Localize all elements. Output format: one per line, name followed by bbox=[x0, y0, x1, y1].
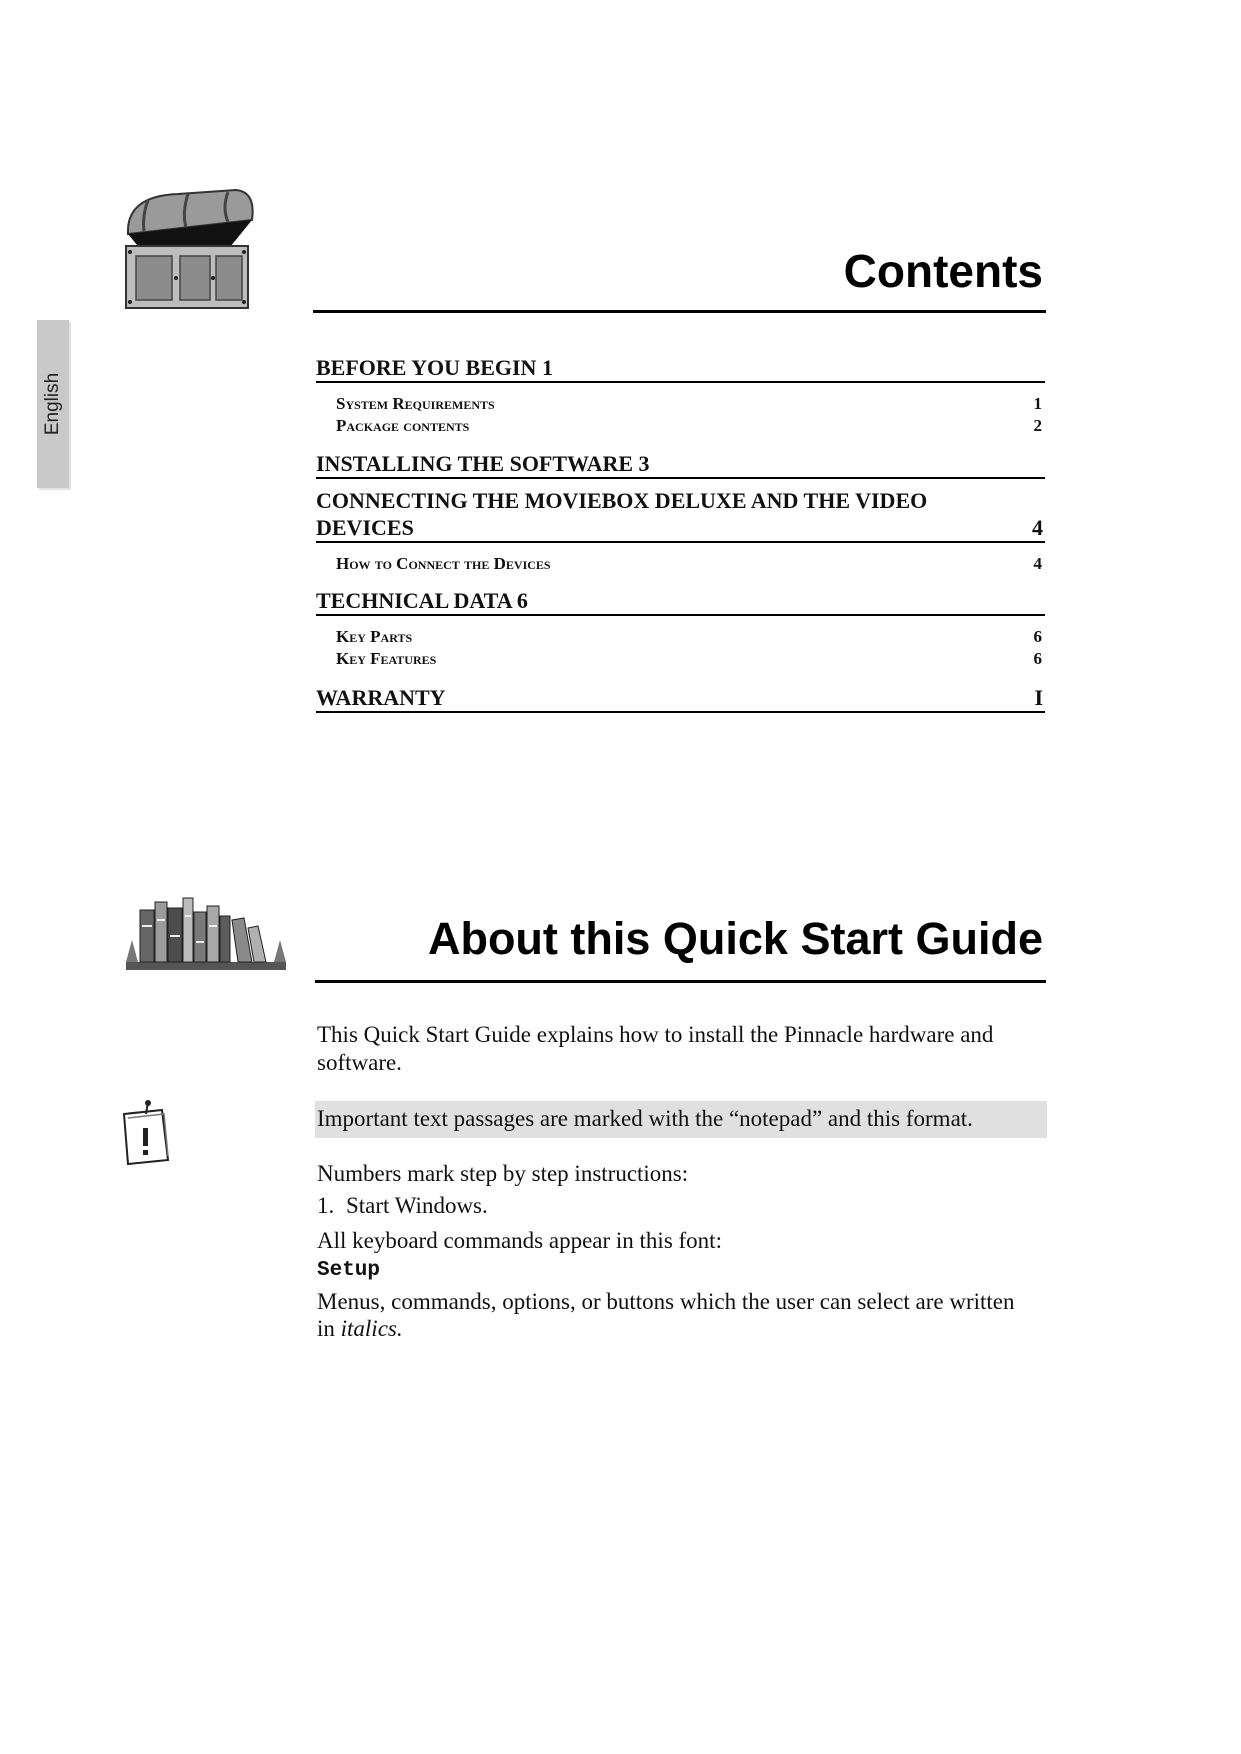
toc-entry-before-you-begin[interactable]: BEFORE YOU BEGIN 1 bbox=[316, 354, 1045, 383]
toc-page-number: 1 bbox=[1033, 394, 1042, 413]
about-title: About this Quick Start Guide bbox=[427, 913, 1043, 964]
toc-entry-technical-data[interactable]: TECHNICAL DATA 6 bbox=[316, 587, 1045, 616]
toc-page-number: 2 bbox=[1033, 416, 1042, 435]
menus-line: Menus, commands, options, or buttons which the user can select are written bbox=[317, 1289, 1015, 1314]
toc-entry-installing-software[interactable]: INSTALLING THE SOFTWARE 3 bbox=[316, 450, 1045, 479]
step-number: 1. bbox=[317, 1193, 335, 1218]
about-intro: This Quick Start Guide explains how to install the Pinnacle hardware and software. bbox=[317, 1022, 994, 1075]
toc-entry-connecting-moviebox[interactable]: CONNECTING THE MOVIEBOX DELUXE AND THE VIDEO DEVICES 4 bbox=[316, 487, 1045, 543]
menus-in: in bbox=[317, 1316, 335, 1341]
note-box bbox=[315, 1101, 1047, 1138]
toc-page-number: 6 bbox=[1033, 627, 1042, 646]
toc-page-number: 4 bbox=[1033, 554, 1042, 573]
contents-title-rule bbox=[313, 310, 1046, 313]
bookshelf-icon bbox=[122, 896, 290, 972]
toc-entry-how-to-connect[interactable]: How to Connect the Devices 4 bbox=[336, 554, 1042, 573]
toc-entry-package-contents[interactable]: Package contents 2 bbox=[336, 416, 1042, 435]
contents-title: Contents bbox=[843, 245, 1043, 297]
toc-entry-key-parts[interactable]: Key Parts 6 bbox=[336, 627, 1042, 646]
note-text: Important text passages are marked with the “notepad” and this format. bbox=[317, 1106, 973, 1131]
notepad-icon bbox=[118, 1100, 174, 1166]
toc-page-number: I bbox=[1034, 685, 1043, 710]
step-text: Start Windows. bbox=[346, 1193, 488, 1218]
language-tab bbox=[37, 320, 69, 488]
toc-page-number: 6 bbox=[1033, 649, 1042, 668]
language-label: English bbox=[42, 372, 63, 436]
keyboard-intro: All keyboard commands appear in this font: bbox=[317, 1228, 722, 1253]
treasure-chest-icon bbox=[118, 186, 258, 314]
toc-page-number: 4 bbox=[1032, 515, 1043, 540]
menus-italic: italics. bbox=[340, 1316, 403, 1341]
toc-entry-warranty[interactable]: WARRANTY I bbox=[316, 684, 1045, 713]
keyboard-example: Setup bbox=[317, 1259, 381, 1282]
about-title-rule bbox=[315, 980, 1046, 983]
toc-entry-system-requirements[interactable]: System Requirements 1 bbox=[336, 394, 1042, 413]
step-item bbox=[317, 1192, 1047, 1220]
toc-entry-key-features[interactable]: Key Features 6 bbox=[336, 649, 1042, 668]
menus-line-2 bbox=[317, 1315, 1047, 1343]
numbers-intro: Numbers mark step by step instructions: bbox=[317, 1161, 689, 1186]
